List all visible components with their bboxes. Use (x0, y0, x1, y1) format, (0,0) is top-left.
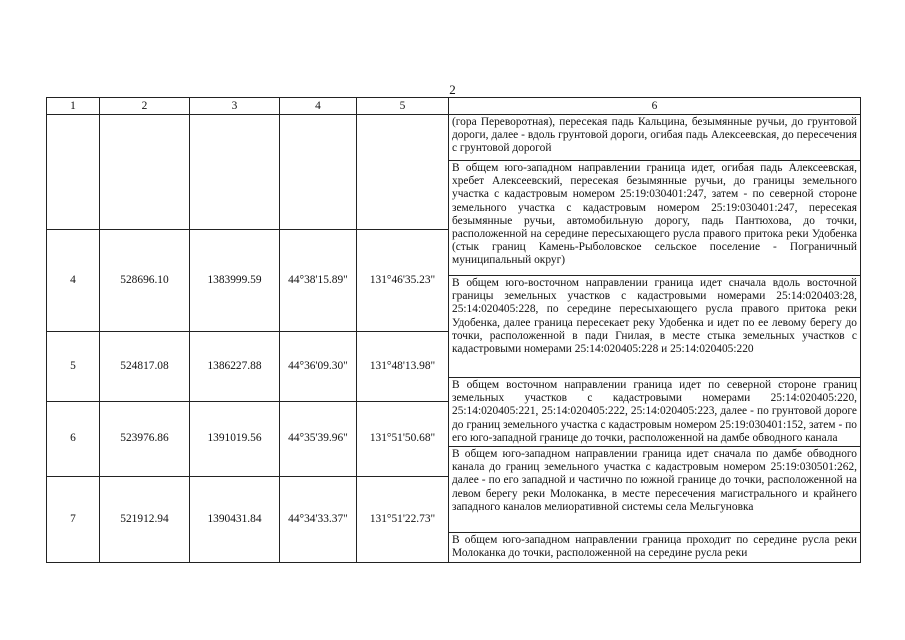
table-row (47, 115, 861, 161)
latitude-cell (280, 115, 357, 230)
coord-y-cell (190, 115, 280, 230)
latitude: 44°35'39.96" (280, 402, 357, 477)
boundary-description: (гора Переворотная), пересекая падь Кальцина, безымянные ручьи, до грунтовой дороги, далее - вдоль грунтовой дороги, огибая падь Алексеевская, до пересечения с грунтовой дорогой (449, 115, 861, 161)
point-number: 5 (47, 332, 100, 402)
boundary-points-table (46, 97, 861, 563)
latitude: 44°34'33.37" (280, 477, 357, 563)
coord-y: 1390431.84 (190, 477, 280, 563)
longitude: 131°51'50.68" (357, 402, 449, 477)
longitude-cell (357, 115, 449, 230)
coord-y: 1391019.56 (190, 402, 280, 477)
coord-x-cell (100, 115, 190, 230)
coord-y: 1383999.59 (190, 230, 280, 332)
boundary-description: В общем юго-западном направлении граница идет, огибая падь Алексеевская, хребет Алексеевский, пересекая безымянные ручьи, до границы земельного участка с кадастровым номером 25:19:030401:247, затем - по северной стороне земельного участка с кадастровым номером 25:19:030401:247, пересекая безымянные ручьи, автомобильную дорогу, падь Пантюхова, до точки, расположенной на середине пересыхающего русла правого притока реки Удобенка (стык границ Камень-Рыболовское сельское поселение - Пограничный муниципальный округ) (449, 161, 861, 276)
coord-x: 524817.08 (100, 332, 190, 402)
table-header-row (47, 98, 861, 115)
longitude: 131°51'22.73" (357, 477, 449, 563)
column-header: 4 (280, 98, 357, 115)
column-header: 6 (449, 98, 861, 115)
column-header: 3 (190, 98, 280, 115)
column-header: 1 (47, 98, 100, 115)
coord-x: 523976.86 (100, 402, 190, 477)
coord-y: 1386227.88 (190, 332, 280, 402)
column-header: 5 (357, 98, 449, 115)
longitude: 131°46'35.23" (357, 230, 449, 332)
boundary-description: В общем юго-западном направлении граница проходит по середине русла реки Молоканка до точки, расположенной на середине русла реки (449, 533, 861, 563)
boundary-description: В общем восточном направлении граница идет по северной стороне границ земельных участков с кадастровыми номерами 25:14:020405:220, 25:14:020405:221, 25:14:020405:222, 25:14:020405:223, далее - по грунтовой дороге до границ земельного участка с кадастровым номером 25:19:030401:152, затем - по его юго-западной границе до точки, расположенной на дамбе обводного канала (449, 378, 861, 447)
column-header: 2 (100, 98, 190, 115)
point-number: 6 (47, 402, 100, 477)
point-number-cell (47, 115, 100, 230)
point-number: 4 (47, 230, 100, 332)
boundary-description: В общем юго-западном направлении граница идет сначала по дамбе обводного канала до границ земельного участка с кадастровым номером 25:19:030501:262, далее - по его западной и частично по южной границе до точки, расположенной на левом берегу реки Молоканка, в месте пересечения магистрального и крайнего западного каналов мелиоративной системы села Мельгуновка (449, 447, 861, 533)
coord-x: 528696.10 (100, 230, 190, 332)
point-number: 7 (47, 477, 100, 563)
latitude: 44°38'15.89" (280, 230, 357, 332)
latitude: 44°36'09.30" (280, 332, 357, 402)
boundary-description: В общем юго-восточном направлении граница идет сначала вдоль восточной границы земельных участков с кадастровыми номерами 25:14:020403:28, 25:14:020405:228, по середине пересыхающего русла правого притока реки Удобенка, далее граница пересекает реку Удобенка и идет по ее левому берегу до точки, расположенной в пади Гнилая, в месте стыка земельных участков с кадастровыми номерами 25:14:020405:228 и 25:14:020405:220 (449, 276, 861, 378)
coord-x: 521912.94 (100, 477, 190, 563)
page-number: 2 (449, 82, 456, 97)
longitude: 131°48'13.98" (357, 332, 449, 402)
